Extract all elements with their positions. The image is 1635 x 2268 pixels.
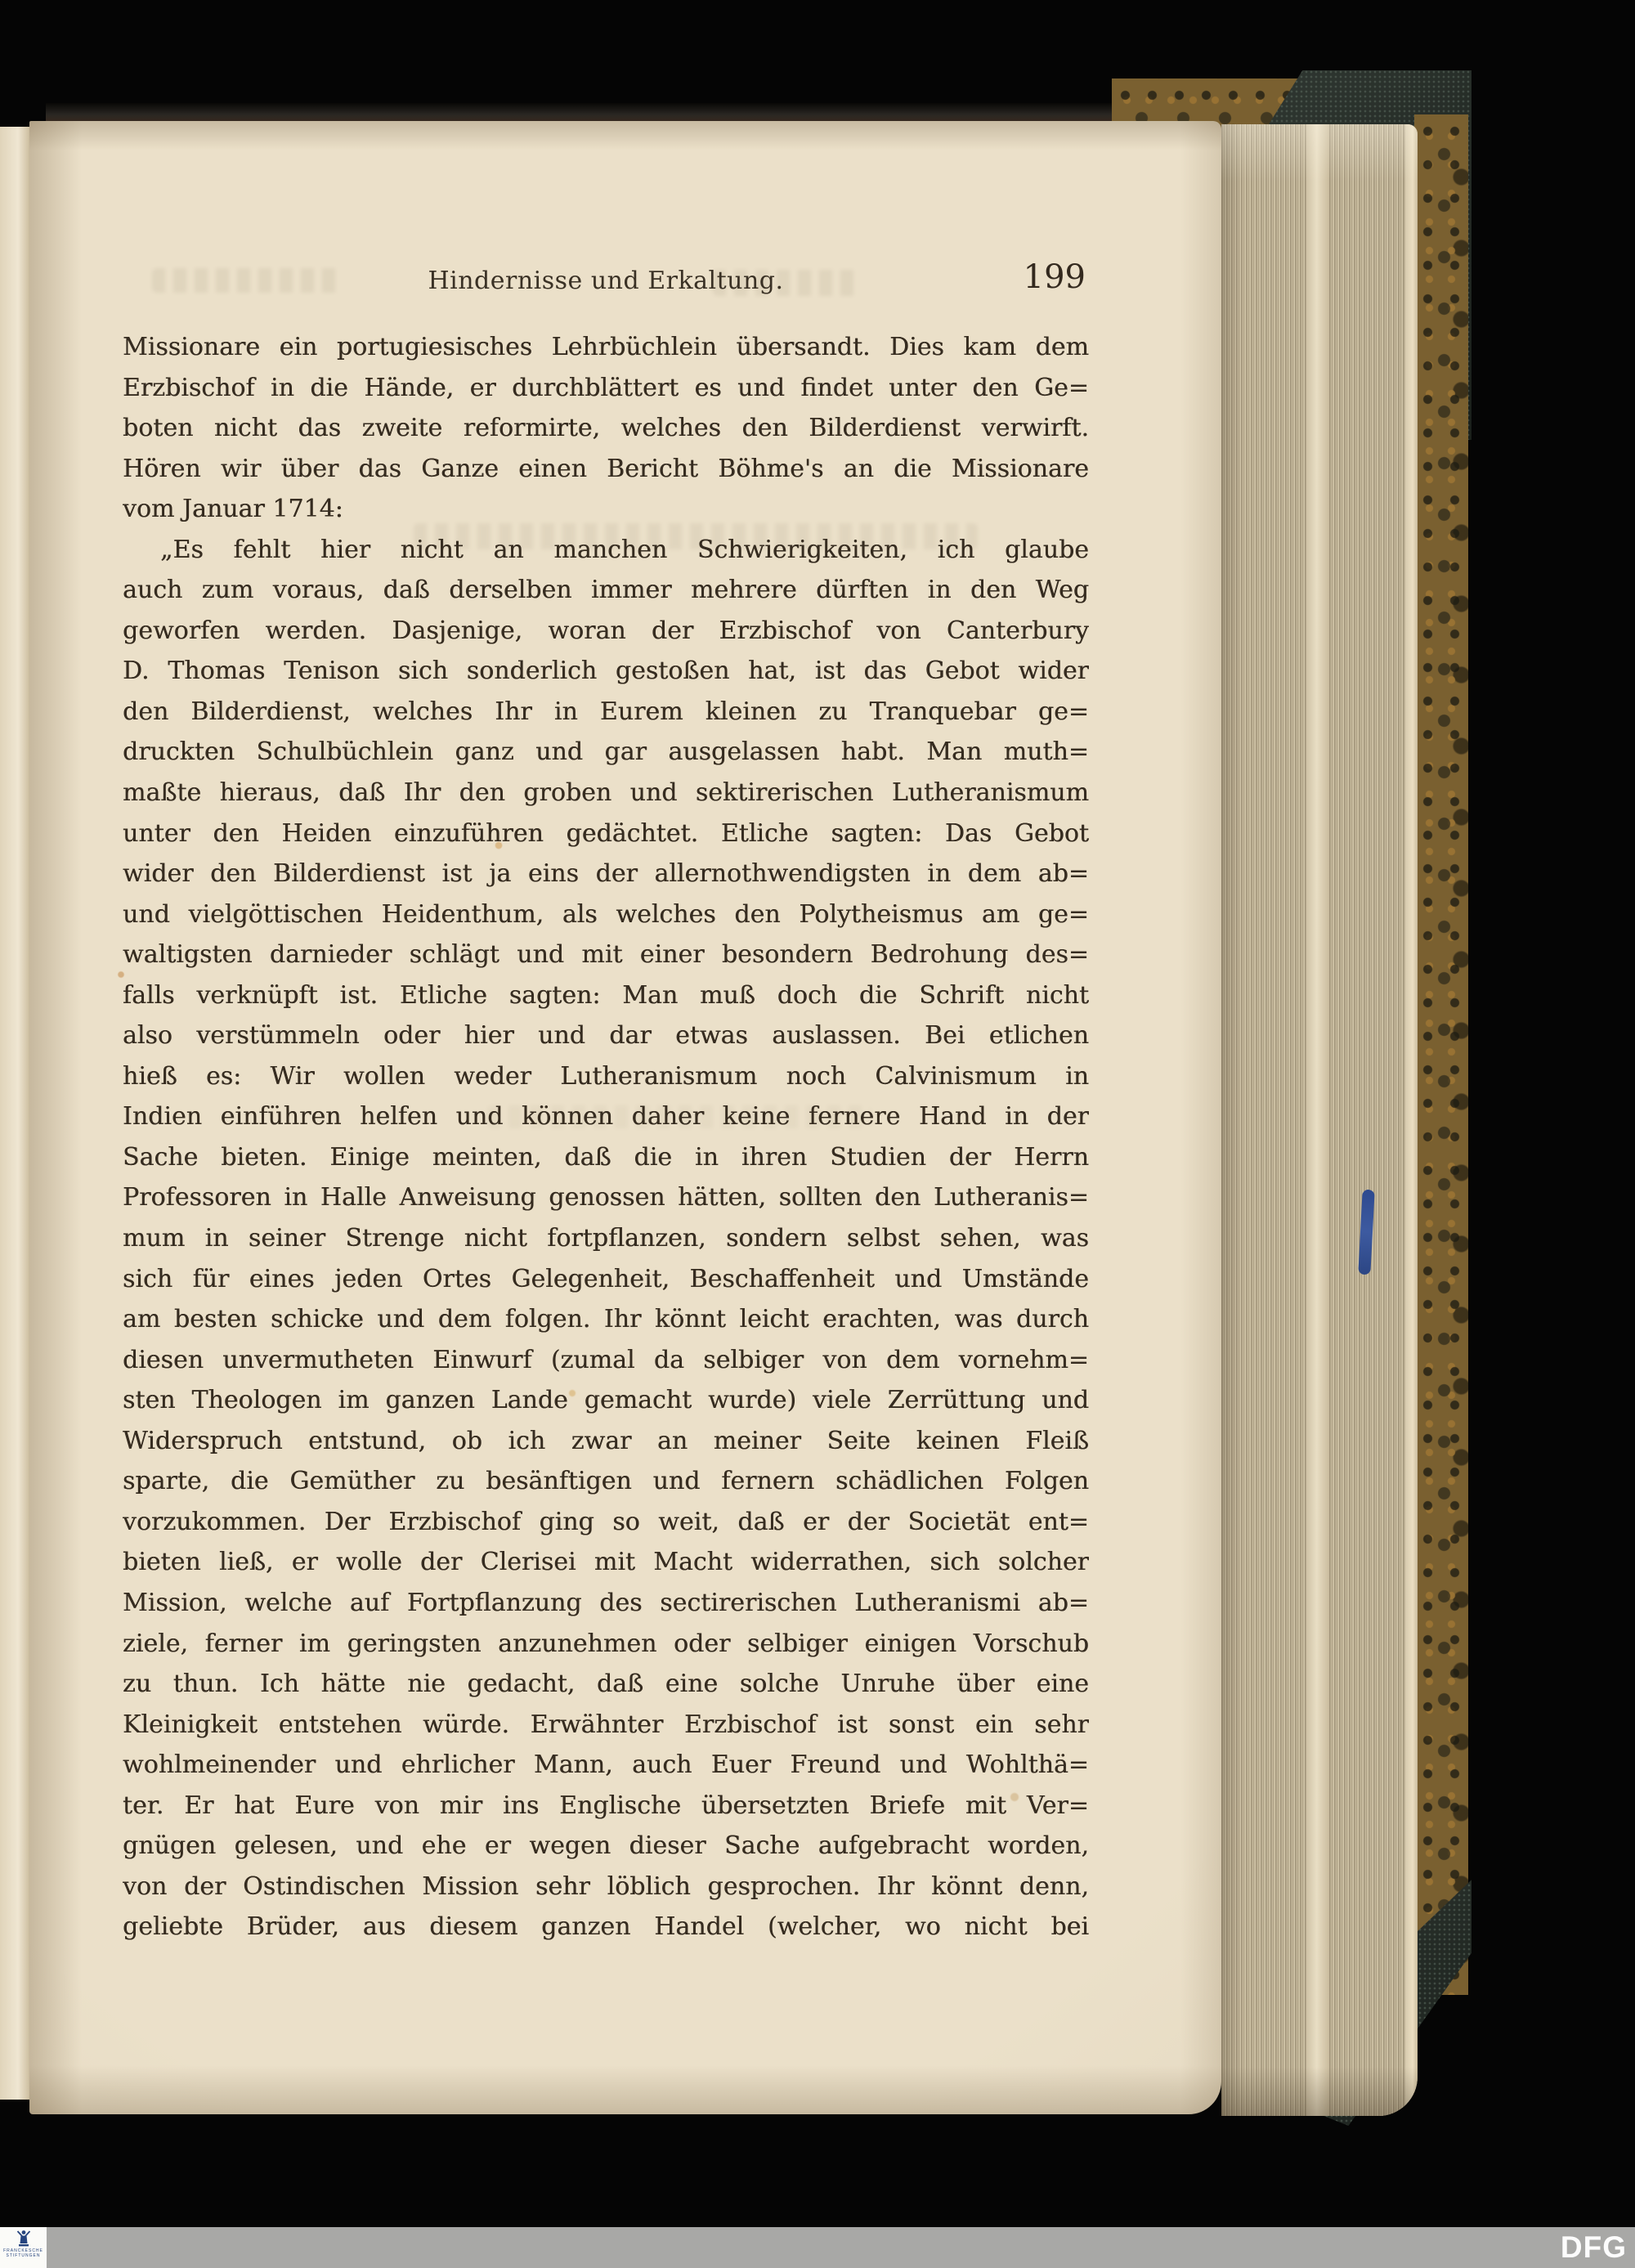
text-line: vorzukommen. Der Erzbischof ging so weit, daß er der Societät ent= <box>123 1507 1089 1536</box>
facing-page-edge <box>0 127 33 2100</box>
text-line: und vielgöttischen Heidenthum, als welches den Polytheismus am ge= <box>123 899 1089 929</box>
text-line: „Es fehlt hier nicht an manchen Schwierigkeiten, ich glaube <box>160 535 1089 564</box>
footer-bar <box>0 2227 1635 2268</box>
page-header <box>123 258 1089 307</box>
text-line: geliebte Brüder, aus diesem ganzen Handel (welcher, wo nicht bei <box>123 1912 1089 1942</box>
text-line: zu thun. Ich hätte nie gedacht, daß eine solche Unruhe über eine <box>123 1670 1089 1699</box>
text-line: sparte, die Gemüther zu besänftigen und fernern schädlichen Folgen <box>123 1467 1089 1496</box>
text-line: wohlmeinender und ehrlicher Mann, auch Euer Freund und Wohlthä= <box>123 1750 1089 1780</box>
text-line: Hören wir über das Ganze einen Bericht Böhme's an die Missionare <box>123 454 1089 483</box>
text-line: am besten schicke und dem folgen. Ihr könnt leicht erachten, was durch <box>123 1305 1089 1334</box>
dfg-logo: DFG <box>1560 2230 1627 2264</box>
text-line: D. Thomas Tenison sich sonderlich gestoßen hat, ist das Gebot wider <box>123 657 1089 686</box>
text-line: diesen unvermutheten Einwurf (zumal da selbiger von dem vornehm= <box>123 1345 1089 1374</box>
text-line: mum in seiner Strenge nicht fortpflanzen, sondern selbst sehen, was <box>123 1224 1089 1253</box>
text-line: geworfen werden. Dasjenige, woran der Erzbischof von Canterbury <box>123 616 1089 645</box>
book-page <box>29 121 1221 2114</box>
text-line: ter. Er hat Eure von mir ins Englische übersetzten Briefe mit Ver= <box>123 1791 1089 1820</box>
text-line: auch zum voraus, daß derselben immer mehrere dürften in den Weg <box>123 576 1089 605</box>
text-line: Sache bieten. Einige meinten, daß die in ihren Studien der Herrn <box>123 1142 1089 1172</box>
text-line: vom Januar 1714: <box>123 495 343 524</box>
body-text <box>123 327 1089 1948</box>
marbled-cover-edge <box>1414 114 1468 1995</box>
library-logo-text-line1: FRANCKESCHE <box>3 2248 43 2253</box>
text-line: druckten Schulbüchlein ganz und gar ausgelassen habt. Man muth= <box>123 737 1089 767</box>
text-line: gnügen gelesen, und ehe er wegen dieser Sache aufgebracht worden, <box>123 1831 1089 1861</box>
text-line: wider den Bilderdienst ist ja eins der allernothwendigsten in dem ab= <box>123 859 1089 889</box>
text-line: hieß es: Wir wollen weder Lutheranismum noch Calvinismum in <box>123 1061 1089 1091</box>
orphan-figure-icon <box>15 2229 33 2248</box>
page-number: 199 <box>1023 258 1086 296</box>
text-line: Professoren in Halle Anweisung genossen hätten, sollten den Lutheranis= <box>123 1183 1089 1212</box>
text-line: Erzbischof in die Hände, er durchblättert es und findet unter den Ge= <box>123 373 1089 402</box>
text-line: falls verknüpft ist. Etliche sagten: Man muß doch die Schrift nicht <box>123 980 1089 1010</box>
text-line: den Bilderdienst, welches Ihr in Eurem kleinen zu Tranquebar ge= <box>123 697 1089 726</box>
text-line: von der Ostindischen Mission sehr löblich gesprochen. Ihr könnt denn, <box>123 1871 1089 1901</box>
fore-edge-shading <box>1221 124 1418 2116</box>
text-line: Widerspruch entstund, ob ich zwar an meiner Seite keinen Fleiß <box>123 1426 1089 1455</box>
text-line: Indien einführen helfen und können daher keine fernere Hand in der <box>123 1102 1089 1132</box>
text-line: Missionare ein portugiesisches Lehrbüchlein übersandt. Dies kam dem <box>123 333 1089 361</box>
text-line: bieten ließ, er wolle der Clerisei mit Macht widerrathen, sich solcher <box>123 1548 1089 1577</box>
text-line: boten nicht das zweite reformirte, welches den Bilderdienst verwirft. <box>123 414 1089 443</box>
text-line: waltigsten darnieder schlägt und mit einer besondern Bedrohung des= <box>123 940 1089 970</box>
text-line: unter den Heiden einzuführen gedächtet. Etliche sagten: Das Gebot <box>123 818 1089 848</box>
text-line: also verstümmeln oder hier und dar etwas auslassen. Bei etlichen <box>123 1021 1089 1051</box>
text-line: ziele, ferner im geringsten anzunehmen oder selbiger einigen Vorschub <box>123 1629 1089 1658</box>
book-fore-edge <box>1221 124 1418 2116</box>
franckesche-stiftungen-logo <box>0 2227 47 2268</box>
text-line: maßte hieraus, daß Ihr den groben und sektirerischen Lutheranismum <box>123 778 1089 808</box>
text-line: Mission, welche auf Fortpflanzung des sectirerischen Lutheranismi ab= <box>123 1588 1089 1617</box>
text-line: sich für eines jeden Ortes Gelegenheit, Beschaffenheit und Umstände <box>123 1264 1089 1293</box>
library-logo-text-line2: STIFTUNGEN <box>6 2253 41 2258</box>
text-line: sten Theologen im ganzen Lande gemacht wurde) viele Zerrüttung und <box>123 1386 1089 1415</box>
text-line: Kleinigkeit entstehen würde. Erwähnter Erzbischof ist sonst ein sehr <box>123 1710 1089 1739</box>
running-title: Hindernisse und Erkaltung. <box>428 267 784 295</box>
